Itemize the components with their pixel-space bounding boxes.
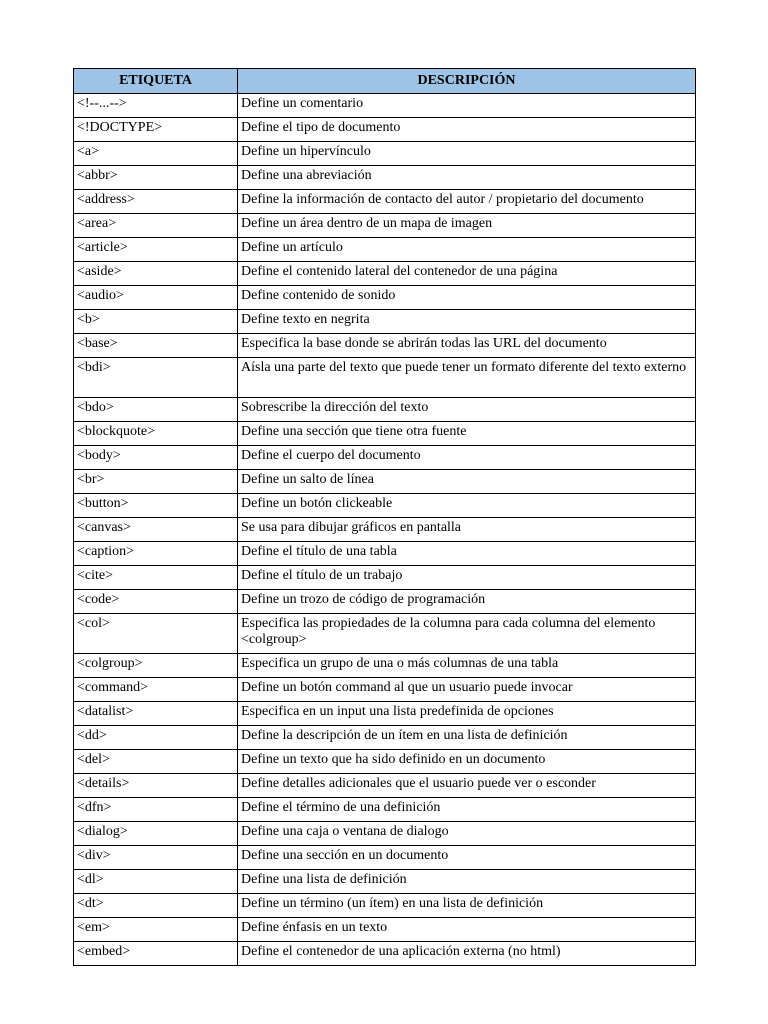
tag-cell: <base> [74,334,238,358]
tag-cell: <a> [74,142,238,166]
description-cell: Define el término de una definición [238,798,696,822]
html-tags-table [73,68,696,966]
table-row [74,614,696,654]
table-row [74,494,696,518]
description-cell: Define un hipervínculo [238,142,696,166]
table-row [74,702,696,726]
table-row [74,590,696,614]
header-row [74,69,696,94]
tag-cell: <dd> [74,726,238,750]
table-row [74,118,696,142]
table-row [74,518,696,542]
tag-cell: <dt> [74,894,238,918]
tag-cell: <command> [74,678,238,702]
table-row [74,726,696,750]
tag-cell: <caption> [74,542,238,566]
table-row [74,94,696,118]
tag-cell: <cite> [74,566,238,590]
description-cell: Especifica en un input una lista predefinida de opciones [238,702,696,726]
tag-cell: <b> [74,310,238,334]
table-row [74,798,696,822]
description-cell: Define una sección que tiene otra fuente [238,422,696,446]
description-cell: Aísla una parte del texto que puede tener un formato diferente del texto externo [238,358,696,398]
description-cell: Define énfasis en un texto [238,918,696,942]
tag-cell: <col> [74,614,238,654]
tag-cell: <area> [74,214,238,238]
table-row [74,190,696,214]
tag-cell: <aside> [74,262,238,286]
tag-cell: <dfn> [74,798,238,822]
tag-cell: <abbr> [74,166,238,190]
table-row [74,894,696,918]
table-row [74,654,696,678]
table-row [74,358,696,398]
table-row [74,238,696,262]
description-cell: Define la descripción de un ítem en una lista de definición [238,726,696,750]
tag-cell: <dialog> [74,822,238,846]
table-row [74,846,696,870]
description-cell: Se usa para dibujar gráficos en pantalla [238,518,696,542]
tag-cell: <bdo> [74,398,238,422]
tag-cell: <colgroup> [74,654,238,678]
table-row [74,566,696,590]
tag-cell: <article> [74,238,238,262]
tag-cell: <audio> [74,286,238,310]
table-row [74,334,696,358]
tag-cell: <!--...--> [74,94,238,118]
description-cell: Sobrescribe la dirección del texto [238,398,696,422]
tag-cell: <div> [74,846,238,870]
description-cell: Define una lista de definición [238,870,696,894]
tag-cell: <datalist> [74,702,238,726]
tag-cell: <!DOCTYPE> [74,118,238,142]
tag-cell: <del> [74,750,238,774]
description-cell: Define la información de contacto del autor / propietario del documento [238,190,696,214]
description-cell: Define una sección en un documento [238,846,696,870]
tag-cell: <details> [74,774,238,798]
table-row [74,142,696,166]
tag-cell: <br> [74,470,238,494]
tag-cell: <canvas> [74,518,238,542]
tag-cell: <body> [74,446,238,470]
description-cell: Define el contenido lateral del contenedor de una página [238,262,696,286]
description-cell: Define un artículo [238,238,696,262]
table-row [74,286,696,310]
description-cell: Define un salto de línea [238,470,696,494]
table-row [74,678,696,702]
description-cell: Define el tipo de documento [238,118,696,142]
description-cell: Define el contenedor de una aplicación externa (no html) [238,942,696,966]
description-cell: Especifica la base donde se abrirán todas las URL del documento [238,334,696,358]
tag-cell: <embed> [74,942,238,966]
table-row [74,214,696,238]
description-cell: Define el título de una tabla [238,542,696,566]
tag-cell: <dl> [74,870,238,894]
description-cell: Define una caja o ventana de dialogo [238,822,696,846]
tag-cell: <address> [74,190,238,214]
table-body [74,94,696,966]
tag-cell: <code> [74,590,238,614]
description-cell: Define un término (un ítem) en una lista de definición [238,894,696,918]
table-row [74,446,696,470]
description-cell: Define una abreviación [238,166,696,190]
table-row [74,822,696,846]
description-cell: Define un botón command al que un usuario puede invocar [238,678,696,702]
description-cell: Especifica un grupo de una o más columnas de una tabla [238,654,696,678]
table-row [74,470,696,494]
tag-cell: <button> [74,494,238,518]
table-row [74,398,696,422]
tag-cell: <em> [74,918,238,942]
description-cell: Define un área dentro de un mapa de imagen [238,214,696,238]
description-cell: Define texto en negrita [238,310,696,334]
header-etiqueta: ETIQUETA [74,69,238,94]
table-row [74,870,696,894]
tag-cell: <blockquote> [74,422,238,446]
table-header [74,69,696,94]
table-row [74,774,696,798]
description-cell: Define el cuerpo del documento [238,446,696,470]
table-row [74,166,696,190]
description-cell: Define un botón clickeable [238,494,696,518]
description-cell: Define un texto que ha sido definido en un documento [238,750,696,774]
description-cell: Define contenido de sonido [238,286,696,310]
description-cell: Define un trozo de código de programación [238,590,696,614]
description-cell: Define el título de un trabajo [238,566,696,590]
table-row [74,262,696,286]
description-cell: Define detalles adicionales que el usuario puede ver o esconder [238,774,696,798]
table-row [74,422,696,446]
description-cell: Especifica las propiedades de la columna para cada columna del elemento <colgroup> [238,614,696,654]
table-row [74,942,696,966]
description-cell: Define un comentario [238,94,696,118]
table-row [74,542,696,566]
header-descripcion: DESCRIPCIÓN [238,69,696,94]
table-row [74,310,696,334]
table-row [74,750,696,774]
table-row [74,918,696,942]
tag-cell: <bdi> [74,358,238,398]
